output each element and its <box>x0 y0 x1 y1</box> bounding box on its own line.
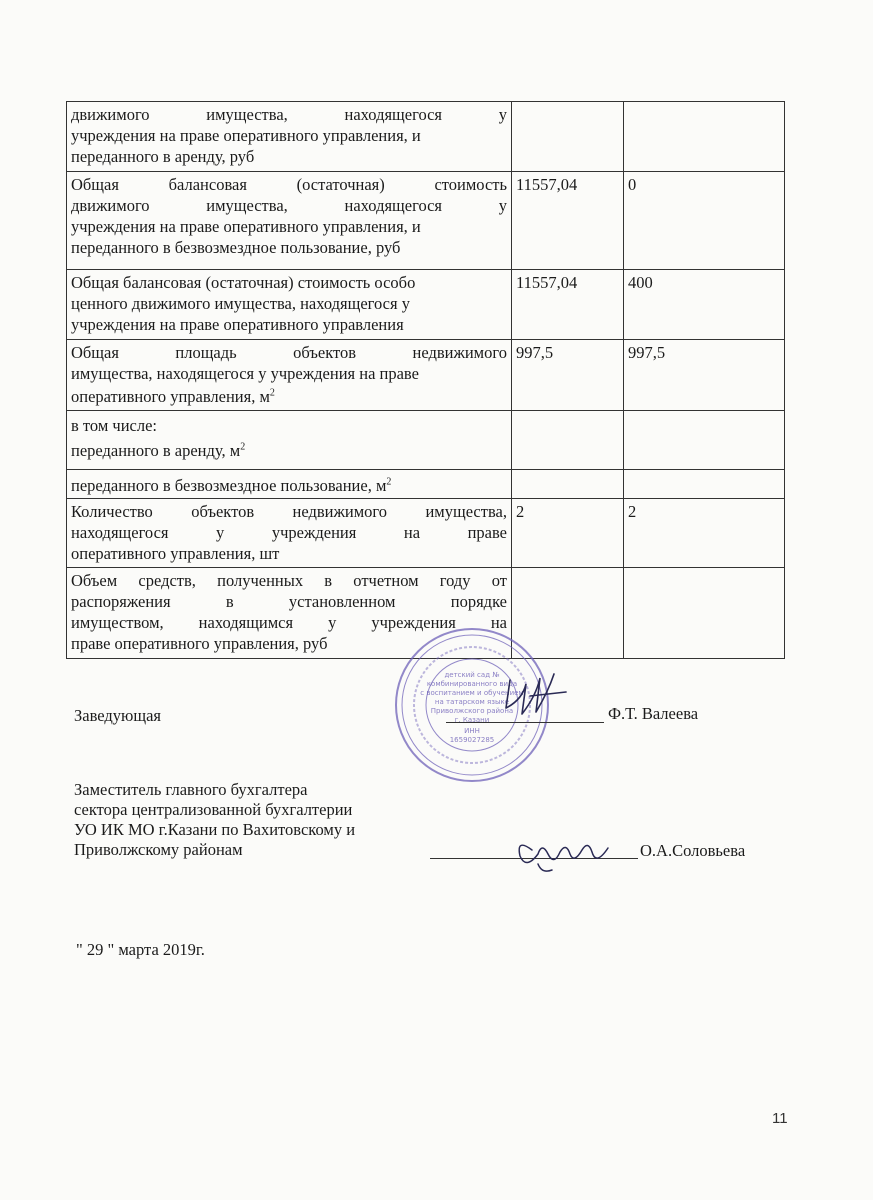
stamp-line: комбинированного вида <box>426 680 518 688</box>
row-description <box>67 411 512 470</box>
value-cell-2 <box>624 568 785 659</box>
superscript: 2 <box>240 441 246 453</box>
description-line: оперативного управления, шт <box>71 544 280 563</box>
value-cell-1: 11557,04 <box>512 172 624 270</box>
description-line: переданного в безвозмездное пользование, м <box>71 476 387 495</box>
stamp-line: на татарском языке <box>434 698 510 706</box>
table-row <box>67 470 785 499</box>
deputy-title <box>74 780 355 860</box>
stamp-line: г. Казани <box>454 716 490 724</box>
stamp-line: ИНН <box>464 727 480 735</box>
row-description <box>67 499 512 568</box>
deputy-title-line: УО ИК МО г.Казани по Вахитовскому и <box>74 820 356 839</box>
table-row <box>67 172 785 270</box>
value-cell-1: 2 <box>512 499 624 568</box>
description-line: находящегося у учреждения на праве <box>71 523 507 542</box>
stamp-line: Приволжского района <box>430 707 514 715</box>
table-row <box>67 340 785 411</box>
value-cell-1 <box>512 470 624 499</box>
description-line: Количество объектов недвижимого имущества, <box>71 502 507 521</box>
head-signature <box>496 666 576 726</box>
value-cell-2 <box>624 102 785 172</box>
deputy-signature <box>508 820 618 878</box>
description-line: учреждения на праве оперативного управления, и <box>71 126 421 145</box>
stamp-line: с воспитанием и обучением <box>420 689 524 697</box>
stamp-line: 1659027285 <box>449 736 495 744</box>
row-description <box>67 270 512 340</box>
page-number: 11 <box>772 1110 788 1127</box>
value-cell-2: 0 <box>624 172 785 270</box>
head-name: Ф.Т. Валеева <box>608 704 699 723</box>
value-cell-2 <box>624 470 785 499</box>
description-line: распоряжения в установленном порядке <box>71 592 507 611</box>
head-title: Заведующая <box>74 706 161 725</box>
superscript: 2 <box>386 476 392 488</box>
document-date: " 29 " марта 2019г. <box>76 940 205 959</box>
value-cell-1: 11557,04 <box>512 270 624 340</box>
superscript: 2 <box>269 387 275 399</box>
description-line: переданного в аренду, м <box>71 441 241 460</box>
row-description <box>67 340 512 411</box>
value-cell-2: 997,5 <box>624 340 785 411</box>
description-line: Объем средств, полученных в отчетном году от <box>71 571 507 590</box>
deputy-title-line: Заместитель главного бухгалтера <box>74 780 308 799</box>
property-report-table <box>66 101 785 659</box>
description-line: Общая площадь объектов недвижимого <box>71 343 507 362</box>
row-description <box>67 470 512 499</box>
description-line: имуществом, находящимся у учреждения на <box>71 613 507 632</box>
description-line: имущества, находящегося у учреждения на праве <box>71 364 419 383</box>
table-row <box>67 270 785 340</box>
description-line: переданного в аренду, руб <box>71 147 255 166</box>
description-line: в том числе: <box>71 416 158 435</box>
row-description <box>67 172 512 270</box>
description-line: движимого имущества, находящегося у <box>71 105 507 124</box>
stamp-line: детский сад № <box>444 671 500 679</box>
description-line: праве оперативного управления, руб <box>71 634 328 653</box>
deputy-name: О.А.Соловьева <box>640 841 746 860</box>
description-line: учреждения на праве оперативного управления <box>71 315 404 334</box>
value-cell-2: 2 <box>624 499 785 568</box>
value-cell-1 <box>512 411 624 470</box>
table-row <box>67 499 785 568</box>
description-line: Общая балансовая (остаточная) стоимость особо <box>71 273 416 292</box>
value-cell-1: 997,5 <box>512 340 624 411</box>
row-description <box>67 102 512 172</box>
description-line: переданного в безвозмездное пользование, руб <box>71 238 401 257</box>
table-row <box>67 411 785 470</box>
value-cell-1 <box>512 102 624 172</box>
table-row <box>67 102 785 172</box>
description-line: учреждения на праве оперативного управления, и <box>71 217 421 236</box>
description-line: ценного движимого имущества, находящегося у <box>71 294 410 313</box>
deputy-title-line: Приволжскому районам <box>74 840 243 859</box>
deputy-title-line: сектора централизованной бухгалтерии <box>74 800 353 819</box>
value-cell-2 <box>624 411 785 470</box>
description-line: Общая балансовая (остаточная) стоимость <box>71 175 507 194</box>
value-cell-2: 400 <box>624 270 785 340</box>
description-line: движимого имущества, находящегося у <box>71 196 507 215</box>
description-line: оперативного управления, м <box>71 387 270 406</box>
